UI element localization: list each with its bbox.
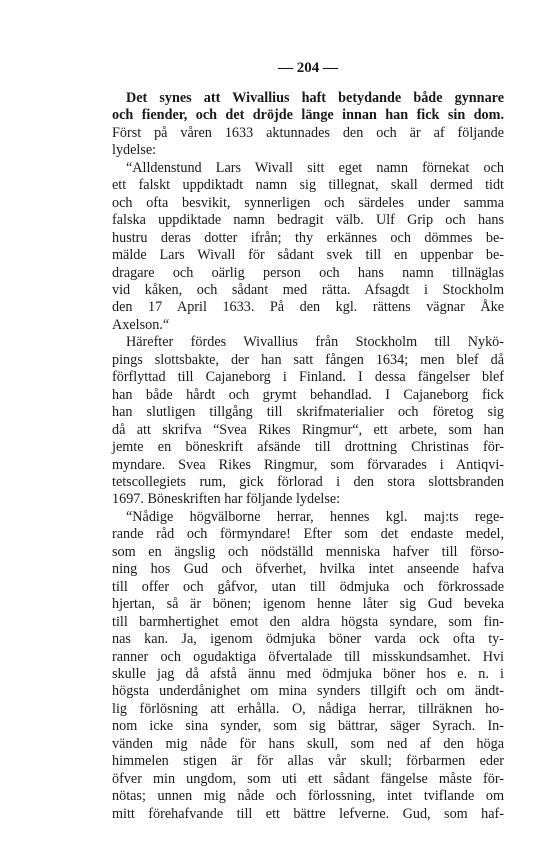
text-line: himmelen stigen är för allas vår skull; förbarmen eder bbox=[112, 753, 504, 770]
text-line: Först på våren 1633 aktunnades den och är af följande bbox=[112, 124, 504, 141]
text-line: öfver min ungdom, som uti ett sådant fängelse måste för- bbox=[112, 770, 504, 787]
text-line: ning hos Gud och öfverhet, hvilka intet anseende hafva bbox=[112, 561, 504, 578]
text-line: lydelse: bbox=[112, 142, 157, 159]
text-line: Det synes att Wivallius haft betydande både gynnare bbox=[126, 90, 504, 106]
body-text bbox=[112, 90, 504, 823]
text-line: “Nådige högvälborne herrar, hennes kgl. maj:ts rege- bbox=[126, 508, 504, 525]
text-line: “Alldenstund Lars Wivall sitt eget namn förnekat och bbox=[126, 159, 504, 176]
text-line: till barmhertighet emot den aldra högsta syndare, som fin- bbox=[112, 613, 504, 630]
text-line: 1697. Böneskriften har följande lydelse: bbox=[112, 491, 341, 508]
text-line: som en ängslig och nödställd menniska hafver till försо- bbox=[112, 543, 504, 560]
text-line: ett falskt uppdiktadt namn sig tillegnat, skall dermed tidt bbox=[112, 177, 504, 194]
text-line: Axelson.“ bbox=[112, 316, 170, 333]
text-line: pings slottsbakte, der han satt fången 1634; men blef då bbox=[112, 351, 504, 368]
text-line: förflyttad till Cajaneborg i Finland. I dessa fängelser blef bbox=[112, 369, 504, 386]
text-line: då att skrifva “Svea Rikes Ringmur“, ett arbete, som han bbox=[112, 421, 504, 438]
text-line: han slutligen tillgång till skrifmaterialier och företog sig bbox=[112, 404, 504, 421]
text-line: jemte en böneskrift afsände till drottning Christinas för- bbox=[112, 439, 504, 456]
page-number: — 204 — bbox=[278, 60, 338, 76]
text-line: och fiender, och det dröjde länge innan han fick sin dom. bbox=[112, 107, 504, 124]
text-line: mitt förehafvande till ett bättre lefverne. Gud, som haf- bbox=[112, 805, 504, 822]
text-line: myndare. Svea Rikes Ringmur, som förvarades i Antiqvi- bbox=[112, 456, 504, 473]
text-line: vänden mig nåde för hans skull, som ned af den höga bbox=[112, 735, 504, 752]
text-line: Härefter fördes Wivallius från Stockholm till Nykö- bbox=[126, 334, 504, 351]
text-line: dragare och oärlig person och hans namn tillnäglas bbox=[112, 264, 504, 281]
text-line: rande råd och förmyndare! Efter som det endaste medel, bbox=[112, 526, 504, 543]
text-line: mälde Lars Wivall för sådant svek till en uppenbar be- bbox=[112, 247, 504, 264]
text-line: vid kåken, och sådant med rätta. Afsagdt i Stockholm bbox=[112, 281, 504, 298]
text-line: han både hårdt och grymt behandlad. I Cajaneborg fick bbox=[112, 386, 504, 403]
text-line: nom icke sina synder, som sig bättrar, säger Syrach. In- bbox=[112, 718, 504, 735]
text-line: till offer och gåfvor, utan till ödmjuka och förkrossade bbox=[112, 578, 504, 595]
book-page bbox=[112, 60, 504, 823]
text-line: nötas; unnen mig nåde och förlossning, intet tviflande om bbox=[112, 788, 504, 805]
text-line: högsta underdånighet om mina synders tillgift och om ändt- bbox=[112, 683, 504, 700]
text-line: skulle jag då afstå ännu med ödmjuka böner hos e. n. i bbox=[112, 665, 504, 682]
text-line: tetscollegiets rum, gick förlorad i den stora slottsbranden bbox=[112, 473, 504, 490]
text-line: falska uppdiktade namn bedragit välb. Ulf Grip och hans bbox=[112, 212, 504, 229]
text-line: lig förlösning att erhålla. O, nådiga herrar, tillräknen ho- bbox=[112, 700, 504, 717]
text-line: och ofta besvikit, synnerligen och särdeles under samma bbox=[112, 194, 504, 211]
text-line: den 17 April 1633. På den kgl. rättens vägnar Åke bbox=[112, 299, 504, 316]
text-line: nas kan. Ja, igenom ödmjuka böner varda ock ofta ty- bbox=[112, 631, 504, 648]
text-line: ranner och ogudaktiga öfvertalade till misskundsamhet. Hvi bbox=[112, 648, 504, 665]
text-line: hjertan, så är bönen; igenom henne låter sig Gud beveka bbox=[112, 596, 504, 613]
text-line: hustru deras dotter ifrån; thy erkännes och dömmes be- bbox=[112, 229, 504, 246]
